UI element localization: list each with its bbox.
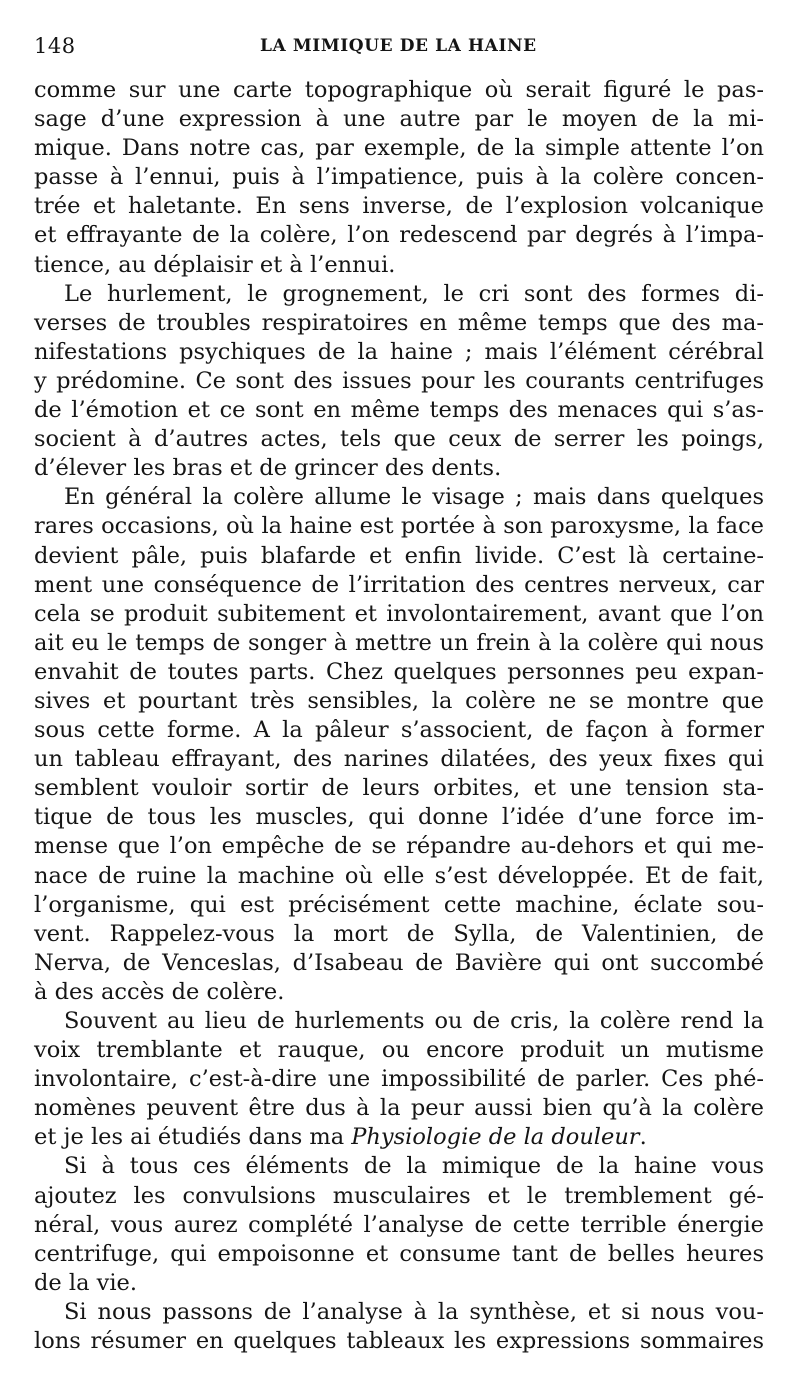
text-line: mique. Dans notre cas, par exemple, de la simple attente l’on — [34, 135, 764, 162]
text-line: d’élever les bras et de grincer des dents. — [34, 455, 502, 482]
text-fragment: et je les ai étudiés dans ma — [34, 1124, 352, 1151]
paragraph — [34, 1152, 764, 1297]
text-line: envahit de toutes parts. Chez quelques personnes peu expan- — [34, 658, 764, 685]
text-line: lons résumer en quelques tableaux les expressions sommaires — [34, 1328, 764, 1355]
text-line: à des accès de colère. — [34, 978, 285, 1005]
text-line: et effrayante de la colère, l’on redescend par degrés à l’impa- — [34, 222, 764, 249]
text-line: passe à l’ennui, puis à l’impatience, puis à la colère concen- — [34, 164, 764, 191]
paragraph — [34, 1298, 764, 1356]
text-line — [34, 1123, 764, 1152]
text-line: sous cette forme. A la pâleur s’associent, de façon à former — [34, 717, 764, 744]
text-line: voix tremblante et rauque, ou encore produit un mutisme — [34, 1037, 764, 1064]
text-line: Nerva, de Venceslas, d’Isabeau de Bavière qui ont succombé — [34, 949, 764, 976]
text-line: rares occasions, où la haine est portée à son paroxysme, la face — [34, 513, 764, 540]
text-line: involontaire, c’est-à-dire une impossibilité de parler. Ces phé- — [34, 1066, 764, 1093]
text-line: Souvent au lieu de hurlements ou de cris, la colère rend la — [64, 1008, 764, 1034]
text-line: sage d’une expression à une autre par le moyen de la mi- — [34, 106, 764, 133]
text-line: semblent vouloir sortir de leurs orbites, et une tension sta- — [34, 775, 764, 802]
text-line: nomènes peuvent être dus à la peur aussi bien qu’à la colère — [34, 1095, 764, 1122]
text-line: verses de troubles respiratoires en même temps que des ma- — [34, 309, 764, 336]
text-line: tique de tous les muscles, qui donne l’idée d’une force im- — [34, 804, 764, 831]
page-number: 148 — [34, 34, 76, 58]
text-line: socient à d’autres actes, tels que ceux de serrer les poings, — [34, 426, 764, 453]
text-line: Si à tous ces éléments de la mimique de la haine vous — [64, 1153, 764, 1180]
paragraph — [34, 76, 764, 280]
text-fragment: . — [639, 1124, 647, 1151]
paragraph — [34, 483, 764, 1007]
text-line: comme sur une carte topographique où serait figuré le pas- — [34, 77, 764, 103]
body-text — [34, 76, 764, 1356]
text-line: mense que l’on empêche de se répandre au-dehors et qui me- — [34, 833, 764, 860]
paragraph — [34, 280, 764, 484]
text-line: nace de ruine la machine où elle s’est développée. Et de fait, — [34, 862, 764, 889]
book-title-italic: Physiologie de la douleur — [351, 1124, 640, 1151]
text-line: néral, vous aurez complété l’analyse de cette terrible énergie — [34, 1211, 764, 1238]
text-line: En général la colère allume le visage ; mais dans quelques — [64, 484, 764, 511]
text-line: vent. Rappelez-vous la mort de Sylla, de Valentinien, de — [34, 920, 764, 947]
text-line: de l’émotion et ce sont en même temps des menaces qui s’as- — [34, 397, 764, 424]
text-line: un tableau effrayant, des narines dilatées, des yeux fixes qui — [34, 746, 764, 773]
text-line: ajoutez les convulsions musculaires et le tremblement gé- — [34, 1182, 764, 1209]
text-line: tience, au déplaisir et à l’ennui. — [34, 251, 396, 278]
page-header — [34, 34, 760, 62]
text-line: ait eu le temps de songer à mettre un frein à la colère qui nous — [34, 629, 764, 656]
paragraph — [34, 1007, 764, 1152]
text-line: nifestations psychiques de la haine ; mais l’élément cérébral — [34, 338, 764, 365]
text-line: de la vie. — [34, 1269, 138, 1296]
text-line: Le hurlement, le grognement, le cri sont des formes di- — [64, 280, 764, 307]
text-line: sives et pourtant très sensibles, la colère ne se montre que — [34, 687, 764, 714]
text-line: cela se produit subitement et involontairement, avant que l’on — [34, 600, 764, 627]
text-line: centrifuge, qui empoisonne et consume tant de belles heures — [34, 1240, 764, 1267]
text-line: l’organisme, qui est précisément cette machine, éclate sou- — [34, 891, 764, 918]
text-line: devient pâle, puis blafarde et enfin livide. C’est là certaine- — [34, 542, 764, 569]
text-line: Si nous passons de l’analyse à la synthèse, et si nous vou- — [64, 1298, 764, 1325]
text-line: ment une conséquence de l’irritation des centres nerveux, car — [34, 571, 764, 598]
text-line: y prédomine. Ce sont des issues pour les courants centrifuges — [34, 367, 764, 394]
running-head: LA MIMIQUE DE LA HAINE — [260, 36, 537, 56]
text-line: trée et haletante. En sens inverse, de l’explosion volcanique — [34, 193, 764, 220]
